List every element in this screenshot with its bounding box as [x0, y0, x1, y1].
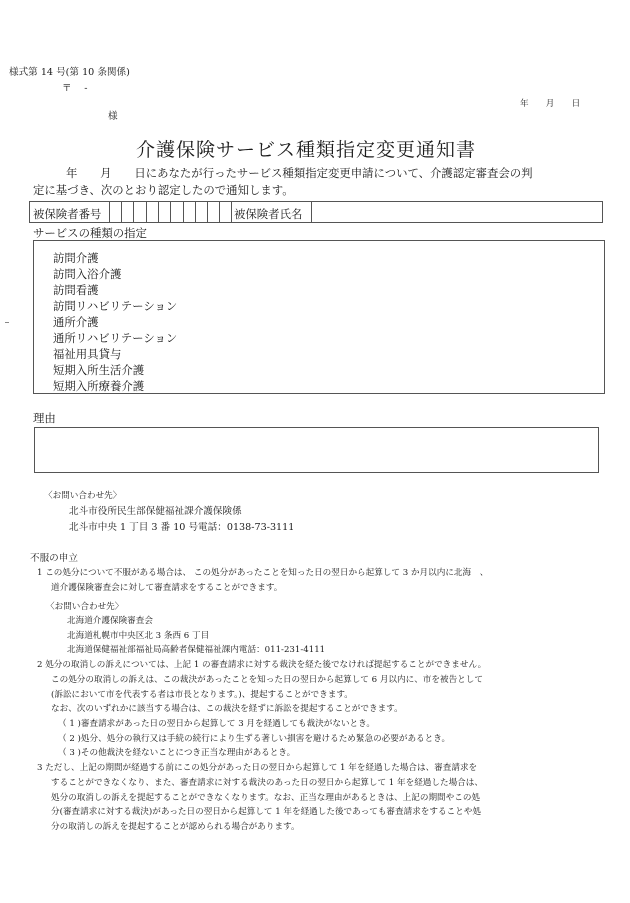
service-item: 通所介護: [53, 315, 99, 329]
margin-tick: [5, 322, 9, 323]
services-heading: サービスの種類の指定: [33, 226, 147, 240]
appeal-contact-line2: 北海道札幌市中央区北 3 条西 6 丁目: [67, 631, 210, 641]
appeal-heading: 不服の申立: [30, 553, 78, 564]
appeal-p3-line2: することができなくなり、また、審査請求に対する裁決のあった日の翌日から起算して 1 年を経過した場合は、: [51, 778, 483, 788]
appeal-contact-heading: 〈お問い合わせ先〉: [46, 602, 124, 612]
issue-date: 年 月 日: [520, 99, 581, 109]
services-box: [33, 240, 605, 394]
intro-line-1: 年 月 日にあなたが行ったサービス種類指定変更申請について、介護認定審査会の判: [66, 166, 533, 180]
id-digit-cell[interactable]: [170, 202, 171, 222]
insured-name-field[interactable]: [311, 202, 312, 222]
reason-label: 理由: [33, 411, 56, 425]
service-item: 訪問介護: [53, 251, 99, 265]
id-digit-cell[interactable]: [231, 202, 232, 222]
appeal-p3-line1: 3 ただし、上記の期間が経過する前にこの処分があった日の翌日から起算して 1 年を経過した場合は、審査請求を: [37, 763, 478, 773]
id-digit-cell[interactable]: [146, 202, 147, 222]
form-number: 様式第 14 号(第 10 条関係): [9, 67, 130, 78]
document-title: 介護保険サービス種類指定変更通知書: [136, 139, 477, 161]
appeal-contact-line3: 北海道保健福祉部福祉局高齢者保健福祉課内電話：011-231-4111: [67, 645, 326, 655]
appeal-p2-item3: （ 3 )その他裁決を経ないことにつき正当な理由があるとき。: [58, 748, 296, 758]
appeal-p2-line3: (訴訟において市を代表する者は市長となります。)、提起することができます。: [51, 690, 353, 700]
appeal-contact-line1: 北海道介護保険審査会: [67, 616, 153, 626]
insured-name-label: 被保険者氏名: [234, 207, 303, 221]
id-digit-cell[interactable]: [207, 202, 208, 222]
insured-number-label: 被保険者番号: [33, 207, 102, 221]
id-digit-cell[interactable]: [195, 202, 196, 222]
appeal-p2-line4: なお、次のいずれかに該当する場合は、この裁決を経ずに訴訟を提起することができます。: [51, 704, 403, 714]
appeal-p2-item1: （ 1 )審査請求があった日の翌日から起算して 3 月を経過しても裁決がないとき。: [58, 719, 375, 729]
postal-code-mark: 〒 -: [62, 83, 88, 94]
contact-address-phone: 北斗市中央 1 丁目 3 番 10 号電話：0138-73-3111: [69, 522, 295, 533]
appeal-p3-line5: 分の取消しの訴えを提起することが認められる場合があります。: [51, 822, 300, 832]
appeal-p2-line1: 2 処分の取消しの訴えについては、上記 1 の審査請求に対する裁決を経た後でなければ提起することができません。: [37, 660, 487, 670]
addressee-suffix: 様: [108, 111, 118, 122]
service-item: 訪問看護: [53, 283, 99, 297]
reason-box[interactable]: [34, 427, 599, 473]
intro-line-2: 定に基づき、次のとおり認定したので通知します。: [33, 183, 294, 197]
id-digit-cell[interactable]: [109, 202, 110, 222]
service-item: 短期入所生活介護: [53, 363, 145, 377]
service-item: 通所リハビリテーション: [53, 331, 178, 345]
service-item: 短期入所療養介護: [53, 379, 145, 393]
contact-heading: 〈お問い合わせ先〉: [44, 491, 122, 501]
id-digit-cell[interactable]: [121, 202, 122, 222]
insured-id-row: [29, 201, 603, 223]
contact-office: 北斗市役所民生部保健福祉課介護保険係: [69, 506, 242, 517]
id-digit-cell[interactable]: [133, 202, 134, 222]
id-digit-cell[interactable]: [158, 202, 159, 222]
id-digit-cell[interactable]: [219, 202, 220, 222]
appeal-p3-line3: 処分の取消しの訴えを提起することができなくなります。なお、正当な理由があるときは、上記の期間やこの処: [51, 793, 481, 803]
service-item: 訪問リハビリテーション: [53, 299, 178, 313]
appeal-p2-item2: （ 2 )処分、処分の執行又は手続の続行により生ずる著しい損害を避けるため緊急の必要があるとき。: [58, 734, 451, 744]
appeal-p1-line1: 1 この処分について不服がある場合は、 この処分があったことを知った日の翌日から起算して 3 か月以内に北海 、: [37, 568, 489, 578]
service-item: 訪問入浴介護: [53, 267, 122, 281]
service-item: 福祉用具貸与: [53, 347, 122, 361]
appeal-p1-line2: 道介護保険審査会に対して審査請求をすることができます。: [51, 583, 283, 593]
appeal-p2-line2: この処分の取消しの訴えは、この裁決があったことを知った日の翌日から起算して 6 月以内に、市を被告として: [51, 675, 483, 685]
appeal-p3-line4: 分(審査請求に対する裁決)があった日の翌日から起算して 1 年を経過した後であっても審査請求をすることや処: [51, 807, 481, 817]
id-digit-cell[interactable]: [183, 202, 184, 222]
